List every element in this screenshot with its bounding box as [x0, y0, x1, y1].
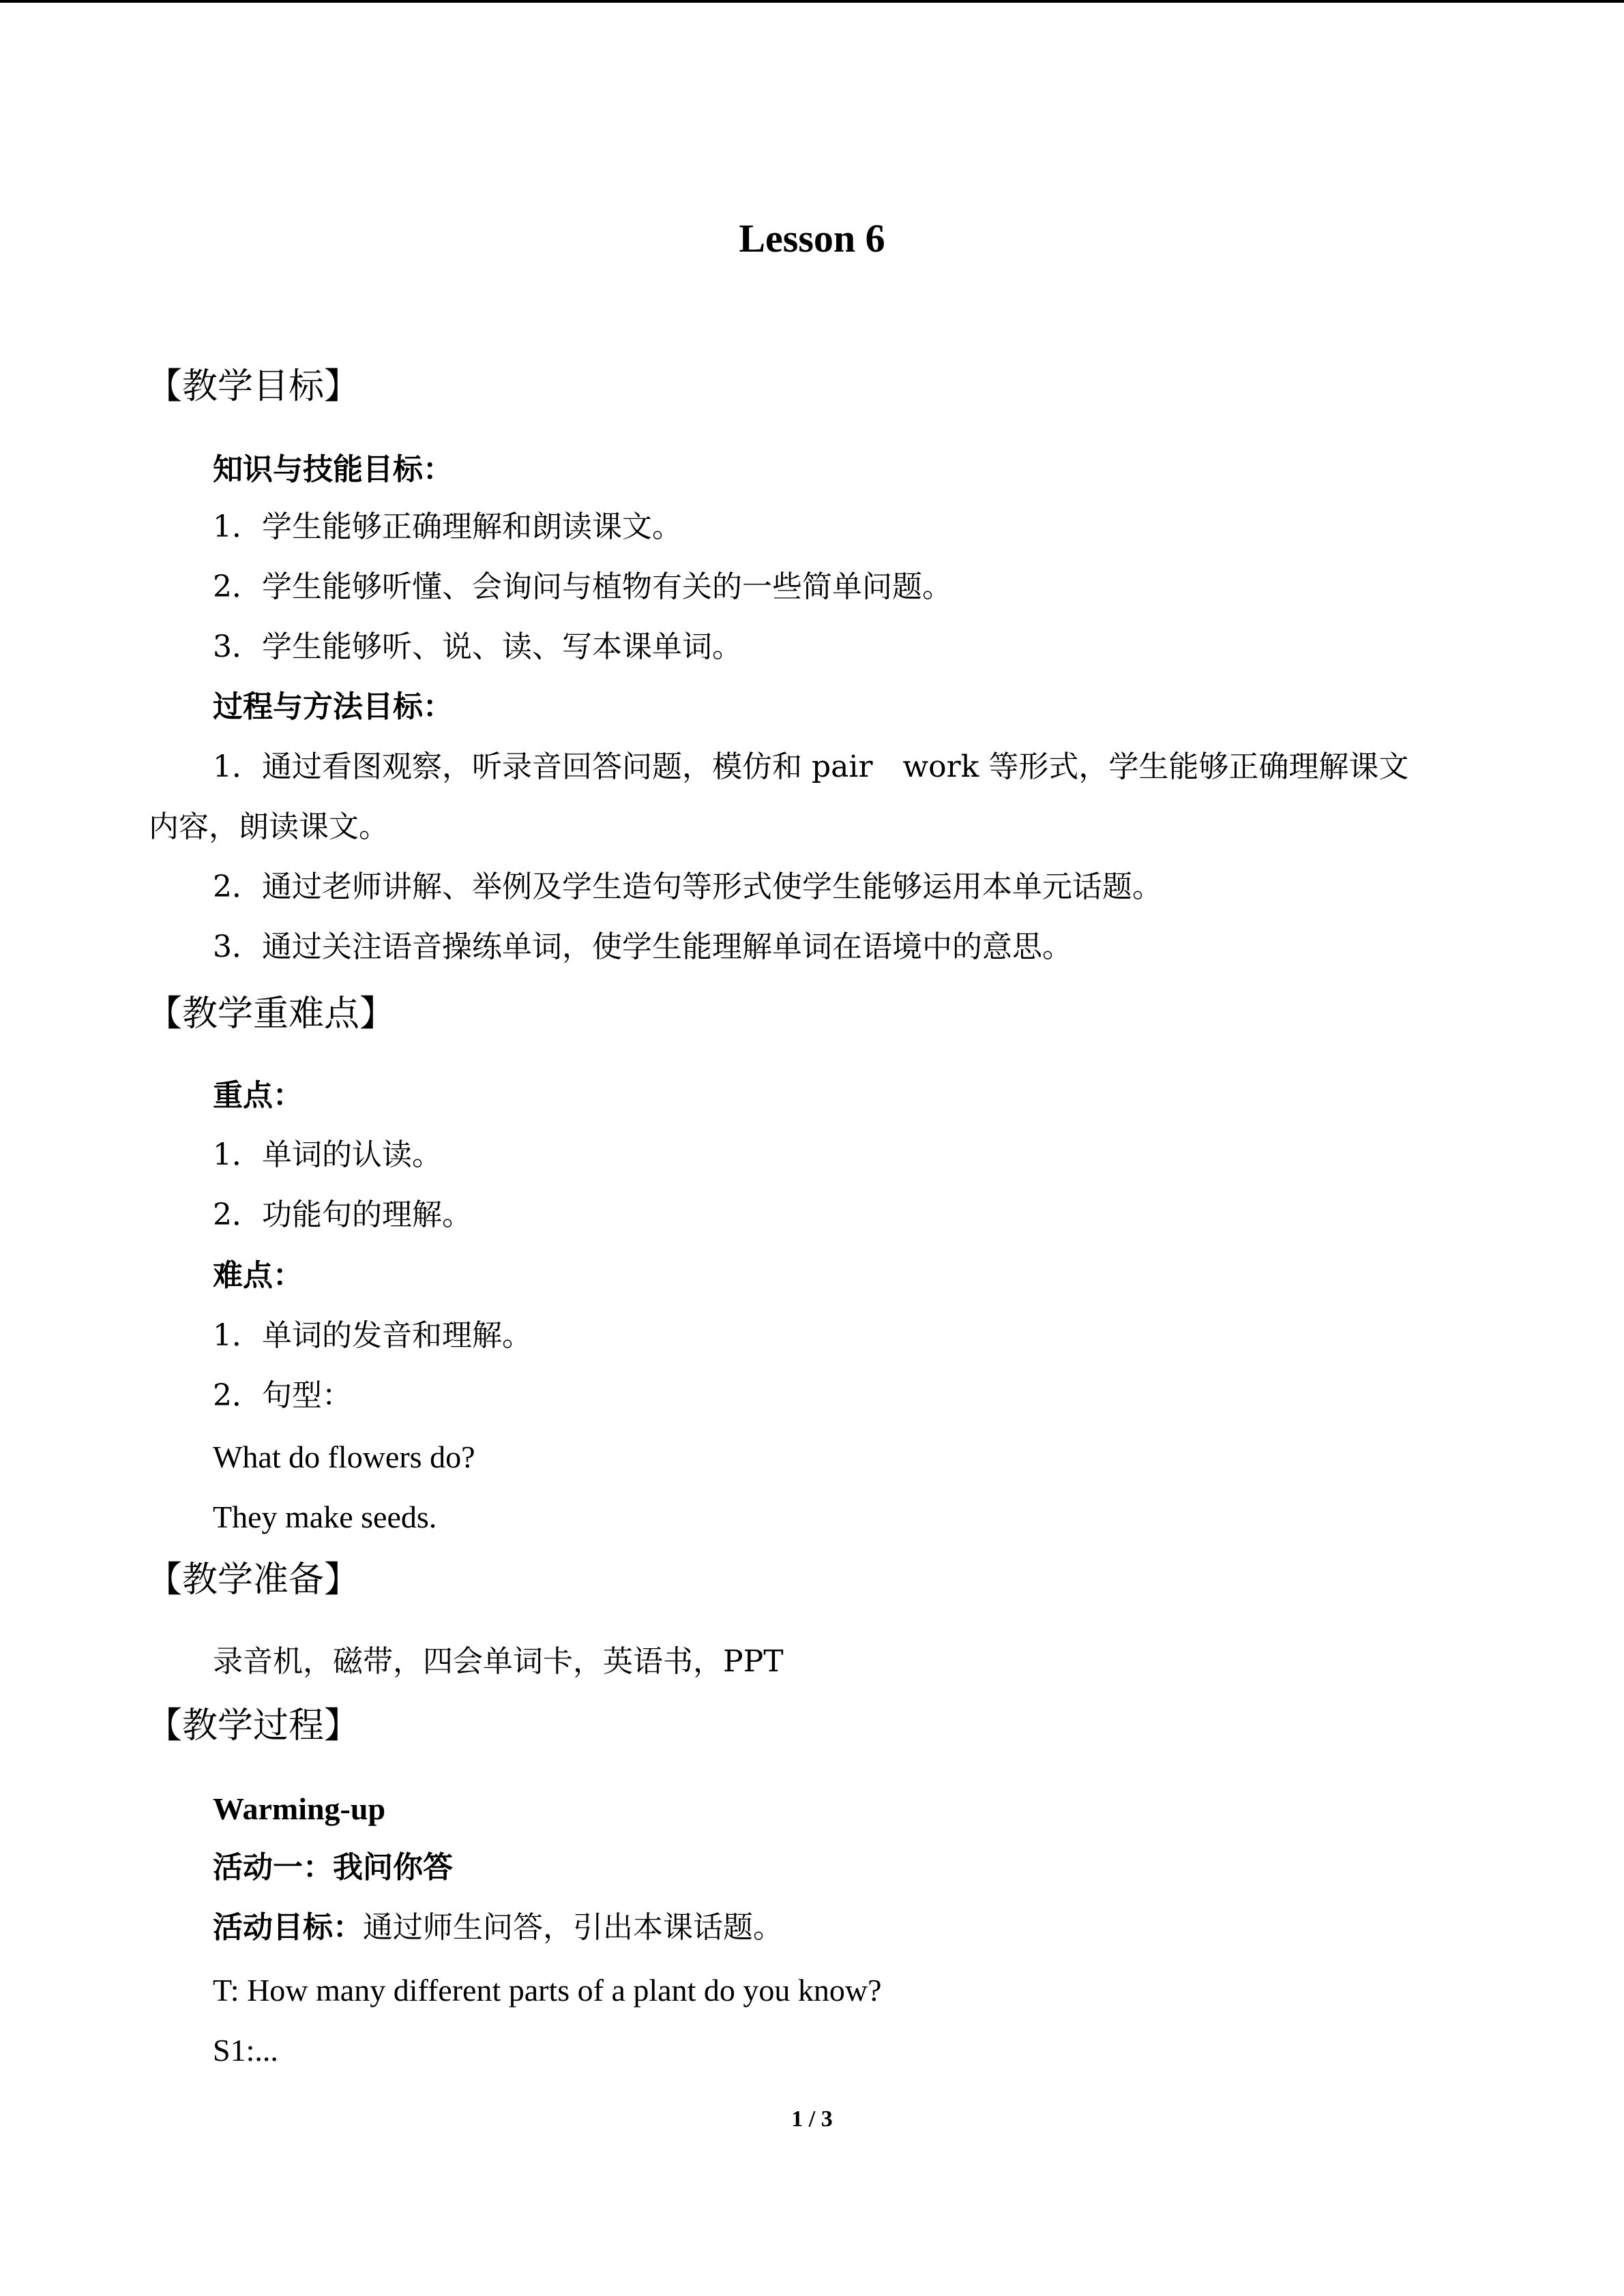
knowledge-skill-label: 知识与技能目标：	[213, 452, 453, 487]
process-item-2: 2．通过老师讲解、举例及学生造句等形式使学生能够运用本单元话题。	[213, 869, 1162, 904]
process-method-label: 过程与方法目标：	[213, 689, 453, 724]
process-item-1-line-2: 内容，朗读课文。	[149, 809, 389, 844]
section-heading-key-points: 【教学重难点】	[147, 994, 396, 1034]
activity-goal-text: 通过师生问答，引出本课话题。	[363, 1910, 783, 1945]
important-label: 重点：	[213, 1078, 303, 1113]
dialogue-line-teacher: T: How many different parts of a plant do you know?	[213, 1973, 882, 2008]
important-item-2: 2．功能句的理解。	[213, 1197, 472, 1232]
important-item-1: 1．单词的认读。	[213, 1137, 442, 1172]
knowledge-item-3: 3．学生能够听、说、读、写本课单词。	[213, 629, 742, 664]
sentence-pattern-1: What do flowers do?	[213, 1440, 475, 1474]
difficult-item-2: 2．句型：	[213, 1378, 352, 1413]
page-title: Lesson 6	[739, 216, 885, 260]
section-heading-objectives: 【教学目标】	[147, 366, 360, 407]
activity-title: 活动一：我问你答	[213, 1850, 453, 1885]
section-heading-preparation: 【教学准备】	[147, 1560, 360, 1600]
activity-goal	[213, 1907, 783, 1949]
process-item-3: 3．通过关注语音操练单词，使学生能理解单词在语境中的意思。	[213, 929, 1072, 964]
process-item-1-line-1: 1．通过看图观察，听录音回答问题，模仿和 pair work 等形式，学生能够正确理解课文	[213, 749, 1409, 784]
dialogue-line-student: S1:...	[213, 2033, 278, 2068]
preparation-materials: 录音机，磁带，四会单词卡，英语书，PPT	[213, 1644, 784, 1679]
difficult-item-1: 1．单词的发音和理解。	[213, 1318, 532, 1353]
stage-warming-up: Warming-up	[213, 1791, 386, 1826]
section-heading-process: 【教学过程】	[147, 1705, 360, 1746]
difficult-label: 难点：	[213, 1258, 303, 1293]
top-border-line	[0, 0, 1624, 3]
knowledge-item-2: 2．学生能够听懂、会询问与植物有关的一些简单问题。	[213, 569, 952, 604]
page-number: 1 / 3	[791, 2106, 833, 2132]
activity-goal-label: 活动目标：	[213, 1910, 363, 1945]
knowledge-item-1: 1．学生能够正确理解和朗读课文。	[213, 509, 682, 544]
sentence-pattern-2: They make seeds.	[213, 1500, 437, 1534]
